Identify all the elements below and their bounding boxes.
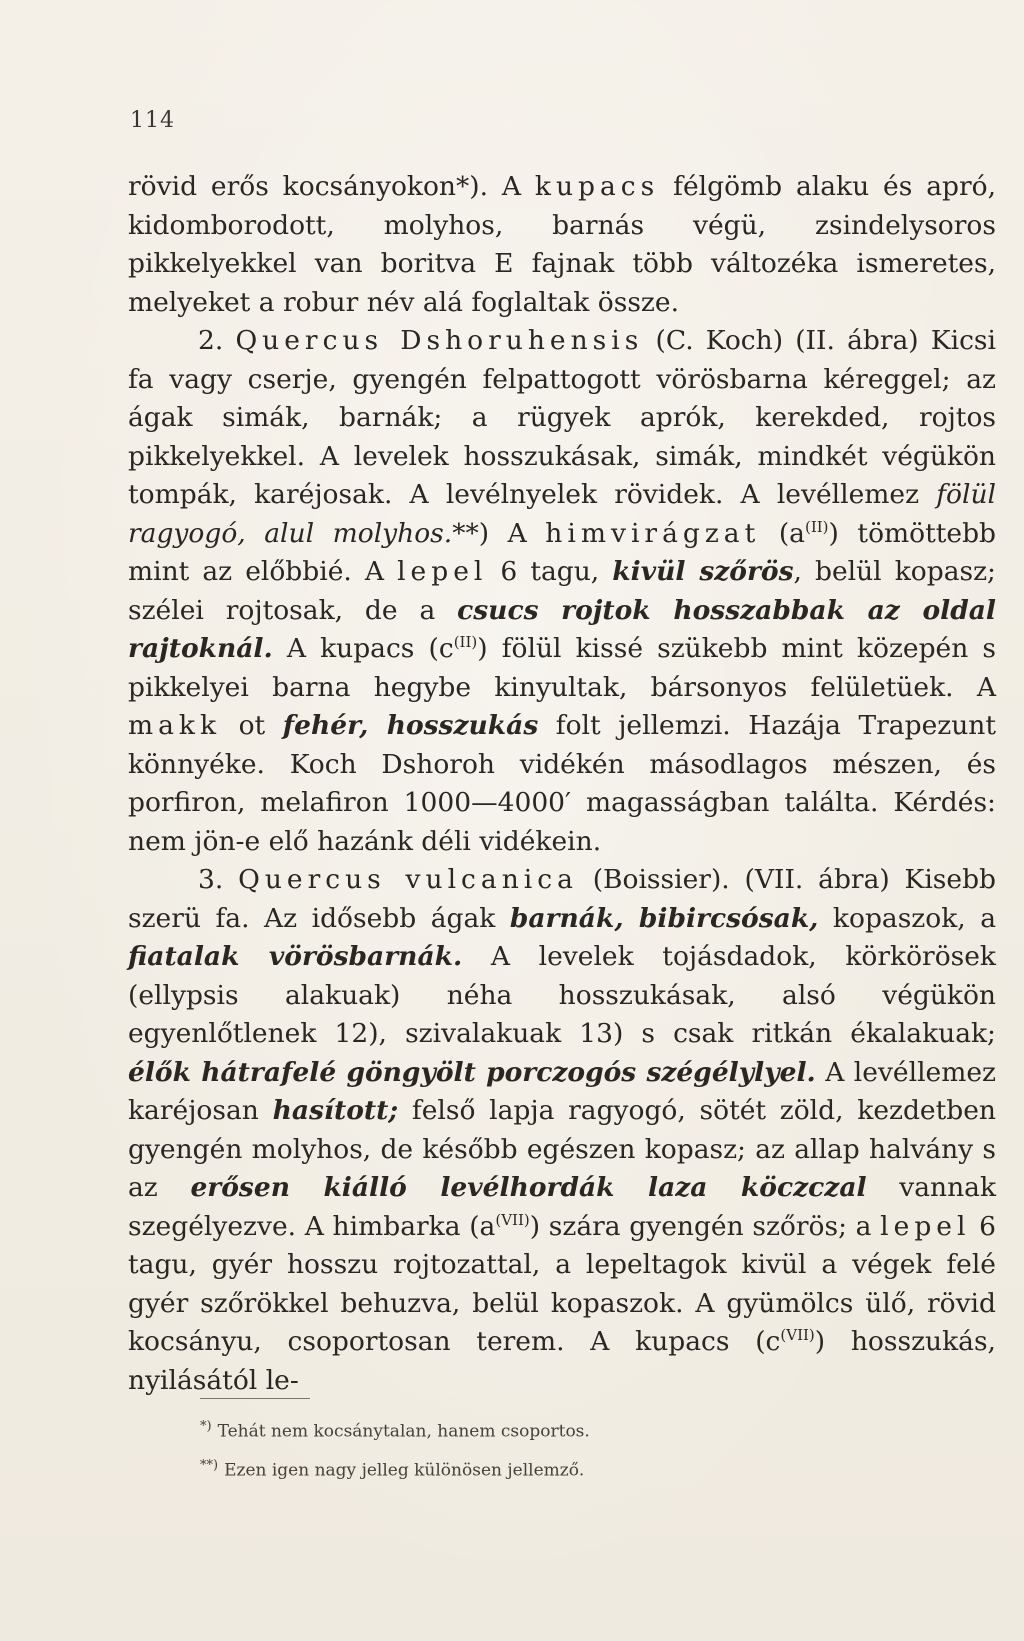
italic-run: kivül szőrös	[612, 556, 794, 587]
footnote-divider	[200, 1398, 310, 1399]
text-run: ot	[221, 710, 283, 741]
footnote-ref: *	[456, 171, 470, 202]
spaced-term: kupacs	[534, 171, 660, 202]
species-name: Quercus vulcanica	[238, 864, 578, 895]
paragraph-1	[128, 168, 996, 322]
text-run: A levéllemez karéjosan	[128, 1056, 996, 1126]
footnote	[200, 1410, 900, 1449]
text-run: , belül kopasz; szélei rojtosak, de a	[128, 556, 996, 626]
italic-run: csucs rojtok hosszabbak az oldal rajtoknál.	[128, 594, 996, 664]
figure-ref: (II)	[804, 517, 829, 536]
footnote-text: Tehát nem kocsánytalan, hanem csoportos.	[217, 1421, 590, 1442]
italic-run: erősen kiálló levélhordák laza köczczal	[190, 1172, 867, 1203]
italic-run: barnák, bibircsósak,	[509, 902, 819, 934]
text-run: ) fölül kissé szükebb mint közepén s pikkelyei barna hegybe kinyultak, bársonyos felületüek. A	[128, 633, 996, 703]
text-run: (C. Koch) (II. ábra) Kicsi fa vagy cserje, gyengén felpattogott vörösbarna kéreggel; az ágak simák, barnák; a rügyek aprók, kerekded, rojtos pikkelyekkel. A levelek hosszukásak, simák, mindkét végükön tompák, karéjosak. A levélnyelek rövidek. A levéllemez	[128, 325, 996, 510]
spaced-term: lepel	[880, 1210, 971, 1242]
text-run: ). A	[469, 171, 535, 202]
text-run: ) tömöttebb mint az előbbié. A	[128, 517, 997, 587]
text-run: 6 tagu, gyér hosszu rojtozattal, a lepeltagok kivül a végek felé gyér szőrökkel behuzva, belül kopaszok. A gyümölcs ülő, rövid kocsányu, csoportosan terem. A kupacs (c	[128, 1210, 996, 1357]
text-run: kopaszok, a	[818, 902, 996, 934]
text-run: vannak szegélyezve. A himbarka (a	[128, 1172, 997, 1242]
figure-ref: (II)	[453, 633, 478, 652]
species-name: Quercus Dshoruhensis	[235, 325, 644, 356]
text-run: félgömb alaku és apró, kidomborodott, molyhos, barnás végü, zsindelysoros pikkelyekkel van boritva E fajnak több változéka ismeretes, melyeket a robur név alá foglaltak össze.	[128, 171, 997, 318]
text-run: 6 tagu,	[487, 556, 613, 587]
text-run: (a	[760, 517, 805, 549]
footnote-mark: *)	[200, 1419, 212, 1434]
body-text	[128, 168, 996, 1400]
spaced-term: lepel	[397, 556, 488, 587]
figure-ref: (VII)	[780, 1326, 815, 1345]
text-run: A levelek tojásdadok, körkörösek (ellypsis alakuak) néha hosszukásak, alsó végükön egyenlőtlenek 12), szivalakuak 13) s csak ritkán ékalakuak;	[128, 941, 996, 1049]
italic-run: hasított;	[272, 1095, 399, 1126]
text-run: (Boissier). (VII. ábra) Kisebb szerü fa. Az idősebb ágak	[128, 864, 996, 934]
figure-ref: (VII)	[495, 1210, 530, 1229]
italic-run: fehér, hosszukás	[282, 710, 539, 741]
italic-run: élők hátrafelé göngyölt porczogós szégélylyel.	[128, 1056, 816, 1088]
footnotes	[200, 1410, 900, 1487]
italic-run: fiatalak vörösbarnák.	[128, 941, 463, 972]
spaced-term: makk	[128, 710, 222, 741]
item-number: 2.	[198, 325, 236, 356]
footnote	[200, 1449, 900, 1488]
footnote-mark: **)	[200, 1457, 219, 1473]
text-run: ) A	[478, 517, 546, 549]
text-run: folt jellemzi. Hazája Trapezunt könnyéke. Koch Dshoroh vidékén másodlagos mészen, és porfiron, melafiron 1000—4000′ magasságban találta. Kérdés: nem jön-e elő hazánk déli vidékein.	[128, 710, 997, 857]
footnote-ref: **	[452, 517, 479, 549]
italic-run: fölül ragyogó, alul molyhos.	[128, 479, 996, 549]
text-run: A kupacs (c	[272, 633, 454, 664]
spaced-term: himvirágzat	[545, 517, 761, 549]
text-run: ) szára gyengén szőrös; a	[529, 1210, 881, 1242]
text-run: felső lapja ragyogó, sötét zöld, kezdetben gyengén molyhos, de később egészen kopasz; az allap halvány s az	[128, 1095, 996, 1203]
page-number: 114	[130, 108, 175, 133]
paragraph-2	[128, 322, 996, 861]
paragraph-3	[128, 861, 996, 1400]
text-run: rövid erős kocsányokon	[128, 171, 457, 202]
footnote-text: Ezen igen nagy jelleg különösen jellemző.	[224, 1460, 585, 1481]
text-run: ) hosszukás, nyilásától le-	[128, 1326, 996, 1396]
item-number: 3.	[198, 864, 239, 895]
